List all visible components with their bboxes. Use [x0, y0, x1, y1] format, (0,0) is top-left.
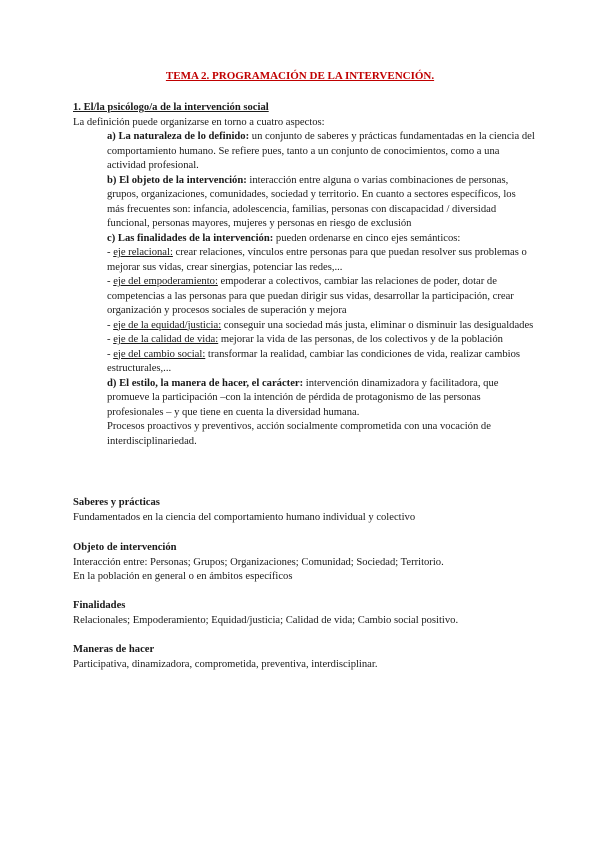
axis-label: eje del empoderamiento:	[113, 276, 218, 287]
aspect-d-text: intervención dinamizadora y facilitadora, que promueve la participación –con la intención de pérdida de protagonismo de las personas profesionales – y que tiene en cuenta la diversidad humana.	[107, 377, 499, 418]
section-heading: 1. El/la psicólogo/a de la intervención social	[73, 102, 269, 113]
summary-heading: Maneras de hacer	[73, 644, 155, 655]
aspect-b-text: interacción entre alguna o varias combinaciones de personas, grupos, organizaciones, comunidades, sociedad y territorio. En cuanto a sectores específicos, los más frecuentes son: infancia, adolescencia, familias, personas con discapacidad / diversidad funcional, personas mayores, mujeres y personas en riesgo de exclusión	[107, 174, 516, 229]
document-title: TEMA 2. PROGRAMACIÓN DE LA INTERVENCIÓN.	[165, 70, 435, 82]
axis-text: mejorar la vida de las personas, de los colectivos y de la población	[218, 334, 503, 345]
axis-label: eje relacional:	[113, 247, 173, 258]
axis-text: transformar la realidad, cambiar las condiciones de vida, realizar cambios estructurales,...	[107, 348, 520, 374]
summary-heading: Finalidades	[73, 600, 126, 611]
summary-objeto	[73, 541, 535, 585]
aspect-a-text: un conjunto de saberes y prácticas fundamentadas en la ciencia del comportamiento humano. Se refiere pues, tanto a un conjunto de conocimientos, como a una actividad profesional.	[107, 131, 535, 171]
aspect-c-text: pueden ordenarse en cinco ejes semánticos:	[273, 232, 461, 244]
aspect-a	[107, 130, 535, 174]
summary-line: Fundamentados en la ciencia del comportamiento humano individual y colectivo	[73, 511, 416, 523]
axis-item: - eje de la calidad de vida: mejorar la vida de las personas, de los colectivos y de la población	[107, 334, 503, 345]
summary-line: Relacionales; Empoderamiento; Equidad/justicia; Calidad de vida; Cambio social positivo.	[73, 614, 459, 626]
aspect-b-label: b) El objeto de la intervención:	[107, 174, 247, 186]
aspect-d-extra: Procesos proactivos y preventivos, acción socialmente comprometida con una vocación de interdisciplinariedad.	[107, 421, 491, 447]
section-intro: La definición puede organizarse en torno a cuatro aspectos:	[73, 116, 325, 128]
summary-heading: Objeto de intervención	[73, 542, 177, 553]
axis-label: eje del cambio social:	[113, 348, 206, 360]
summary-line: Participativa, dinamizadora, comprometida, preventiva, interdisciplinar.	[73, 658, 378, 670]
axis-text: crear relaciones, vínculos entre personas para que puedan resolver sus problemas o mejorar sus vidas, crear sinergias, potenciar las redes,...	[107, 247, 527, 273]
axis-item: - eje relacional: crear relaciones, vínculos entre personas para que puedan resolver sus problemas o mejorar sus vidas, crear sinergias, potenciar las redes,...	[107, 247, 527, 273]
summary-line: En la población en general o en ámbitos específicos	[73, 571, 293, 582]
aspect-c-label: c) Las finalidades de la intervención:	[107, 232, 274, 244]
aspect-c	[107, 232, 535, 247]
summary-finalidades	[73, 599, 535, 628]
aspect-d-label: d) El estilo, la manera de hacer, el carácter:	[107, 377, 304, 389]
section-intervencion-social	[73, 101, 535, 449]
axis-text: conseguir una sociedad más justa, eliminar o disminuir las desigualdades	[221, 319, 534, 331]
aspect-a-label: a) La naturaleza de lo definido:	[107, 131, 250, 142]
aspect-b	[107, 174, 535, 232]
aspects-list	[73, 130, 535, 449]
axis-item: - eje de la equidad/justicia: conseguir una sociedad más justa, eliminar o disminuir las desigualdades	[107, 319, 534, 331]
axis-text: empoderar a colectivos, cambiar las relaciones de poder, dotar de competencias a las personas para que puedan dirigir sus vidas, desarrollar la participación, crear organización y procesos sociales de superación y mejora	[107, 276, 514, 316]
summary-heading: Saberes y prácticas	[73, 497, 160, 508]
axis-item: - eje del cambio social: transformar la realidad, cambiar las condiciones de vida, realizar cambios estructurales,...	[107, 348, 520, 374]
summary-line: Interacción entre: Personas; Grupos; Organizaciones; Comunidad; Sociedad; Territorio.	[73, 556, 444, 568]
summary-saberes	[73, 496, 535, 525]
axis-label: eje de la calidad de vida:	[113, 334, 219, 345]
aspect-d	[107, 377, 535, 421]
summary-maneras	[73, 643, 535, 672]
axis-label: eje de la equidad/justicia:	[113, 319, 222, 331]
axis-item: - eje del empoderamiento: empoderar a colectivos, cambiar las relaciones de poder, dotar de competencias a las personas para que puedan dirigir sus vidas, desarrollar la participación, crear organización y procesos sociales de superación y mejora	[107, 276, 514, 316]
